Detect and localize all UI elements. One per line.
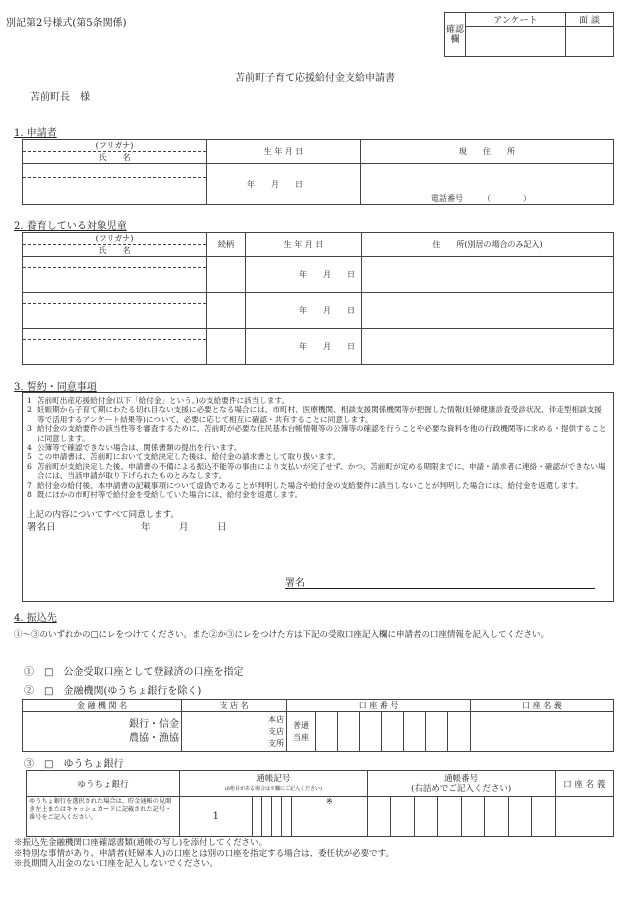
- consent-item-number: 2: [27, 405, 32, 415]
- footnote: ※振込先金融機関口座確認書類(通帳の写し)を添付してください。: [14, 838, 268, 848]
- signature-field[interactable]: [285, 579, 595, 589]
- check-cell-survey[interactable]: [466, 27, 566, 57]
- consent-item-text: 公簿等で確認できない場合は、関係書類の提出を行います。: [37, 443, 242, 453]
- branch-kind-main: 本店: [268, 714, 284, 724]
- yucho-number-digit[interactable]: [461, 797, 484, 837]
- yucho-number-digit[interactable]: [485, 797, 508, 837]
- applicant-dob-field[interactable]: 年 月 日: [207, 164, 361, 205]
- yucho-number-digit[interactable]: [508, 797, 531, 837]
- consent-item-number: 4: [27, 443, 32, 453]
- page-title: 苫前町子育て応援給付金支給申請書: [235, 73, 395, 84]
- footnote: ※長期間入出金のない口座を記入しないでください。: [14, 859, 219, 869]
- consent-item-text: 既にほかの市町村等で給付金を受給していた場合には、給付金を返還します。: [37, 490, 303, 500]
- applicant-furigana-field[interactable]: [23, 164, 206, 178]
- child-furigana-field[interactable]: [23, 329, 206, 340]
- bank-name-field[interactable]: [23, 712, 182, 752]
- bank-header-holder: 口 座 名 義: [471, 700, 614, 712]
- check-box-table: [444, 12, 614, 57]
- account-type[interactable]: [287, 712, 316, 752]
- consent-item: [27, 424, 609, 443]
- dob-header: 生 年 月 日: [207, 140, 361, 164]
- yucho-symbol-digit[interactable]: [272, 797, 282, 837]
- consent-item: [27, 462, 609, 481]
- child-relation-field[interactable]: [207, 257, 246, 293]
- yucho-symbol-digit[interactable]: [252, 797, 262, 837]
- agree-text: 上記の内容についてすべて同意します。: [27, 510, 179, 521]
- applicant-address-field[interactable]: [361, 164, 614, 205]
- consent-item: [27, 490, 609, 499]
- children-table: [22, 232, 614, 365]
- addressee: 苫前町長 様: [30, 92, 90, 103]
- child-row: [23, 257, 614, 293]
- bank-header-account: 口 座 番 号: [287, 700, 471, 712]
- account-digit[interactable]: [316, 712, 338, 752]
- yucho-header-holder: 口 座 名 義: [555, 771, 613, 797]
- yucho-holder-field[interactable]: [555, 797, 613, 837]
- consent-item: [27, 396, 609, 405]
- yucho-number-digit[interactable]: [438, 797, 461, 837]
- yucho-number-digit[interactable]: [414, 797, 437, 837]
- phone-label: 電話番号 （ ）: [431, 194, 531, 203]
- child-name-label: 氏 名: [98, 246, 131, 255]
- branch-kind-office: 支所: [268, 738, 284, 748]
- consent-item-text: 苫前町が支給決定した後、申請書の不備による振込不能等の事由により支払いが完了せず、かつ、苫前町が定める期限までに、申請・請求者に連絡・確認ができない場合には、当該申請が取り下げられたものとみなします。: [37, 461, 606, 481]
- section1-heading: 1. 申請者: [14, 128, 57, 139]
- applicant-table: [22, 139, 614, 205]
- name-label: 氏 名: [98, 153, 131, 162]
- consent-item-text: 妊娠期から子育て期にわたる切れ目ない支援に必要となる場合には、市町村、医療機関、相談支援関係機関等が把握した情報(妊婦健康診査受診状況、伴走型相談支援等で活用するアンケート結果等)について、必要に応じて相互に確認・共有することに同意します。: [37, 405, 602, 424]
- account-digit[interactable]: [404, 712, 426, 752]
- consent-item: [27, 452, 609, 461]
- bank-header-institution: 金 融 機 関 名: [23, 700, 182, 712]
- furigana-label: (フリガナ): [23, 140, 206, 152]
- consent-item-number: 1: [27, 396, 32, 405]
- relation-header: 続柄: [207, 233, 246, 257]
- check-col-survey: アンケート: [466, 13, 566, 27]
- child-furigana-field[interactable]: [23, 293, 206, 304]
- child-furigana-label: (フリガナ): [23, 233, 206, 245]
- child-dob-field[interactable]: 年 月 日: [246, 293, 362, 329]
- option-2[interactable]: ② □ 金融機関(ゆうちょ銀行を除く): [24, 686, 202, 697]
- bank-kinds-2: 農協・漁協: [129, 732, 179, 744]
- yucho-header-bank: ゆうちょ銀行: [27, 771, 180, 797]
- yucho-number-digit[interactable]: [367, 797, 390, 837]
- account-digit[interactable]: [360, 712, 382, 752]
- option-3[interactable]: ③ □ ゆうちょ銀行: [24, 759, 124, 770]
- check-cell-interview[interactable]: [565, 27, 613, 57]
- bank-table: [22, 699, 614, 752]
- consent-item-text: この申請書は、苫前町において支給決定した後は、給付金の請求書として取り扱います。: [37, 452, 341, 462]
- consent-item-text: 給付金の給付後、本申請書の記載事項について虚偽であることが判明した場合や給付金の支給要件に該当しないことが判明した場合には、給付金を返還します。: [37, 480, 583, 490]
- consent-item-number: 7: [27, 480, 32, 490]
- consent-item: [27, 405, 609, 424]
- child-dob-header: 生 年 月 日: [246, 233, 362, 257]
- check-label: 確認欄: [445, 13, 466, 57]
- footnote: ※特別な事情があり、申請者(妊婦本人)の口座とは別の口座を指定する場合は、委任状が必要です。: [14, 848, 394, 859]
- sign-date: 署名日 年 月 日: [27, 521, 227, 533]
- yucho-symbol-note: (6桁目がある場合は※欄にご記入ください): [224, 785, 322, 792]
- account-type-current: 当座: [293, 732, 309, 742]
- yucho-symbol-digit: 1: [180, 797, 253, 837]
- child-row: [23, 293, 614, 329]
- child-address-header: 住 所(別居の場合のみ記入): [362, 233, 614, 257]
- yucho-number-digit[interactable]: [532, 797, 555, 837]
- yucho-number-note: (右詰めでご記入ください): [411, 783, 512, 794]
- yucho-table: [26, 770, 614, 837]
- branch-field[interactable]: [182, 712, 287, 752]
- consent-item: [27, 481, 609, 490]
- address-header: 現 住 所: [361, 140, 614, 164]
- child-dob-field[interactable]: 年 月 日: [246, 329, 362, 365]
- form-id: 別記第2号様式(第5条関係): [6, 18, 127, 29]
- child-dob-field[interactable]: 年 月 日: [246, 257, 362, 293]
- check-col-interview: 面 談: [565, 13, 613, 27]
- section2-heading: 2. 養育している対象児童: [14, 221, 127, 232]
- section4-heading: 4. 振込先: [14, 613, 57, 624]
- consent-item-number: 6: [27, 461, 32, 471]
- bank-holder-field[interactable]: [471, 712, 614, 752]
- child-furigana-field[interactable]: [23, 257, 206, 268]
- child-address-field[interactable]: [362, 257, 614, 293]
- yucho-symbol-label: 通帳記号: [256, 773, 291, 784]
- child-relation-field[interactable]: [207, 293, 246, 329]
- consent-item-text: 給付金の支給要件の該当性等を審査するために、苫前町が必要な住民基本台帳情報等の公簿等の確認を行うことや必要な資料を他の行政機関等に求める・提供することに同意します。: [37, 424, 607, 443]
- consent-box: [22, 392, 614, 602]
- branch-kind-branch: 支店: [268, 726, 284, 736]
- yucho-header-symbol: [180, 771, 368, 797]
- account-digit[interactable]: [448, 712, 471, 752]
- yucho-symbol-extra[interactable]: ※: [291, 797, 367, 837]
- account-digit[interactable]: [382, 712, 404, 752]
- consent-list: [27, 396, 609, 499]
- bank-kinds-1: 銀行・信金: [129, 718, 179, 730]
- applicant-name-field[interactable]: [23, 178, 206, 204]
- child-address-field[interactable]: [362, 329, 614, 365]
- yucho-header-number: [367, 771, 555, 797]
- account-digit[interactable]: [426, 712, 448, 752]
- yucho-number-digit[interactable]: [391, 797, 414, 837]
- yucho-number-label: 通帳番号: [444, 773, 479, 784]
- signature-label: 署名: [285, 578, 305, 589]
- child-row: [23, 329, 614, 365]
- transfer-instruction: ①〜③のいずれかの□にレをつけてください。また②か③にレをつけた方は下記の受取口座記入欄に申請者の口座情報を記入してください。: [14, 630, 550, 640]
- child-address-field[interactable]: [362, 293, 614, 329]
- child-relation-field[interactable]: [207, 329, 246, 365]
- option-1[interactable]: ① □ 公金受取口座として登録済の口座を指定: [24, 667, 244, 678]
- footnotes: [14, 838, 394, 870]
- yucho-note: ゆうちょ銀行を選択された場合は、貯金通帳の見開き左上またはキャッシュカードに記載された記号・番号をご記入ください。: [27, 797, 180, 837]
- section3-heading: 3. 誓約・同意事項: [14, 382, 97, 393]
- bank-header-branch: 支 店 名: [182, 700, 287, 712]
- consent-item-number: 3: [27, 424, 32, 434]
- yucho-symbol-digit[interactable]: [282, 797, 292, 837]
- consent-item-number: 8: [27, 490, 32, 500]
- account-type-ordinary: 普通: [293, 720, 309, 730]
- account-digit[interactable]: [338, 712, 360, 752]
- yucho-symbol-digit[interactable]: [262, 797, 272, 837]
- consent-item-text: 苫前町出産応援給付金(以下「給付金」という。)の支給要件に該当します。: [37, 396, 290, 405]
- consent-item-number: 5: [27, 452, 32, 462]
